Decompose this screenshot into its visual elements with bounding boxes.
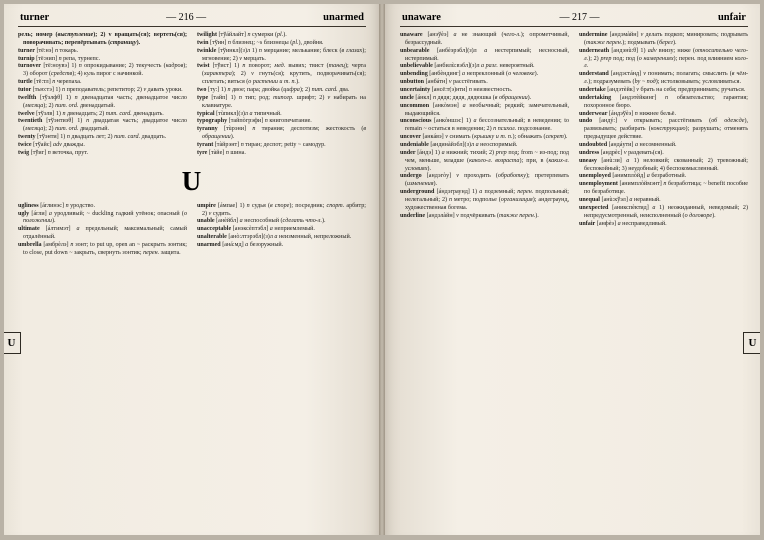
- dict-entry: unbutton [анбáтн] v расстёгивать.: [400, 79, 488, 86]
- dict-entry: underwear [áндэўèэ] n нижнее бельё.: [579, 110, 677, 117]
- dict-entry: unexpected [аникспèктид] a 1) неожиданный, неведомый; 2) непредусмотренный, неисполненный (о договоре).: [579, 204, 749, 219]
- dict-entry: tutor [тью:тэ] 1) n преподаватель; репетитор; 2) v давать уроки.: [18, 87, 183, 94]
- left-page-header: [18, 12, 366, 23]
- left-column-1: [18, 32, 187, 158]
- running-head-right: unarmed: [323, 12, 364, 23]
- dict-entry: twenty [тўэнти] 1) n двадцать лет; 2) num. card. двадцать.: [18, 134, 167, 141]
- dict-entry: unequal [анù:кўэл] a неравный.: [579, 197, 661, 204]
- dict-entry: unemployment [анимплòймэнт] n безработица; ~ benefit пособие по безработице.: [579, 181, 748, 196]
- dict-entry: turnover [тё:ноувэ] 1) n опрокидывание; 2) текучесть (кадров); 3) оборот (средств); 4) куль пирог с начинкой.: [18, 63, 187, 78]
- dict-entry: unemployed [анимплòйд] a безработный.: [579, 173, 687, 180]
- dict-entry: typography [тайпòгрэфи] n книгопечатание.: [197, 118, 312, 125]
- right-columns: [400, 32, 748, 228]
- dict-entry: understand [андэстáнд] v понимать; полагать; смыслить (в чём-л.); подразумевать (by ~ под); истолковывать; условливаться.: [579, 71, 749, 86]
- dict-entry: uncover [анкáвэ] v снимать (крышку и т. п.); обнажать (секрет).: [400, 134, 568, 141]
- dict-entry: twentieth [тўэнтиэθ] 1) n двадцатая часть; двадцатое число (месяца); 2) num. ord. двадцатый.: [18, 118, 187, 133]
- dict-entry: unbelievable [анбилù:вэбл](з)л a разг. невероятный.: [400, 63, 535, 70]
- dict-entry: under [áндэ] 1) a нижний; тихий; 2) prep под; from ~ из-под; под чем, меньше, младше (какого-л. возраста); при, в (каких-л. условиях).: [400, 149, 570, 172]
- page-edge-right: [760, 0, 764, 540]
- left-column-1b: [18, 203, 187, 258]
- dict-entry: twelve [тўэлв] 1) n двенадцать; 2) num. card. двенадцать.: [18, 110, 164, 117]
- dict-entry: underneath [андэнù:θ] 1) adv внизу; ниже (относительно чего-л.); 2) prep под; под (о намерениях); перен. под влиянием кого-л.: [579, 47, 749, 70]
- dict-entry: unaware [анэўèэ] a не знающий (чего-л.); опрометчивый, безрассудный.: [400, 32, 569, 46]
- dict-entry: uncommon [анкòмэн] a необычный; редкий; замечательный, выдающийся.: [400, 102, 569, 117]
- dict-entry: twinkle [тўинкл](з)л 1) n мерцание; мелькание; блеск (в глазах); мгновение; 2) v мерцать.: [197, 47, 366, 62]
- dict-entry: twig [тўиг] n веточка, прут.: [18, 149, 89, 156]
- right-page: [382, 0, 764, 540]
- dict-entry: undermine [андэмàйн] v делать подкоп; минировать; подрывать (также перен.); подмывать (берег).: [579, 32, 749, 46]
- dict-entry: undeniable [андинàйэбл](з)л a неоспоримый.: [400, 142, 518, 149]
- dict-entry: unacceptable [анэксèптэбл] a неприемлемый.: [197, 226, 315, 233]
- dict-entry: twilight [тўáйлайт] n сумерки (pl.).: [197, 32, 287, 38]
- page-number-left: — 216 —: [166, 12, 207, 23]
- page-edge-bottom: [0, 535, 764, 540]
- dict-entry: undress [андрèс] v раздевать(ся).: [579, 149, 664, 156]
- letter-divider: [18, 165, 366, 196]
- dict-entry: рель; номер (выступление); 2) v вращать(ся); вертеть(ся); поворачивать; перевёртывать (страницу).: [18, 32, 188, 46]
- dict-entry: turner [тё:нэ] n токарь.: [18, 47, 79, 54]
- right-column-2: [579, 32, 748, 228]
- dict-entry: unarmed [анá:мд] a безоружный.: [197, 242, 284, 249]
- left-columns: [18, 32, 366, 158]
- dict-entry: ugly [áгли] a уродливый; ~ duckling гадкий утёнок; опасный (о положении).: [18, 210, 187, 225]
- left-column-2: [197, 32, 366, 158]
- dict-entry: undoubted [андáути] a несомненный.: [579, 142, 677, 149]
- left-columns-b: [18, 203, 366, 258]
- dict-entry: undertaking [андэтèйкинг] n обязательство; гарантия; похоронное бюро.: [579, 94, 748, 109]
- dict-entry: unbending [анбèндинг] a непреклонный (о человеке).: [400, 71, 539, 78]
- dict-entry: ultimate [áлтимэт] a предельный; максимальный; самый отдалённый.: [18, 226, 188, 241]
- dict-entry: unbearable [анбèэрэбл](з)л a нестерпимый; несносный, истерпимый.: [400, 47, 569, 62]
- dict-entry: twist [тўист] 1) n поворот; мед. вывих; твист (танец); черта (характера); 2) v гнуть(ся); крутить, подворачивать(ся); сплетать; виться (о растении и т. п.).: [197, 63, 366, 86]
- dict-entry: two [ту:] 1) n двое; пара; двойка (цифра); 2) num. card. два.: [197, 87, 350, 94]
- dict-entry: unalterable [анò:лтэрэбл](з)л a неизменный, непреложный.: [197, 234, 352, 241]
- page-edge-top: [0, 0, 764, 4]
- dict-entry: underline [андэлàйн] v подчёркивать (также перен.).: [400, 212, 539, 219]
- dict-entry: twin [тўин] n близнец; ~s близнецы (pl.), двойня.: [197, 39, 324, 46]
- dict-entry: unconscious [анкòншэс] 1) a бессознательный; в неведении; to remain ~ остаться в неведении; 2) n психол. подсознание.: [400, 118, 569, 133]
- running-head-left: turner: [20, 12, 50, 23]
- page-number-right: — 217 —: [559, 12, 600, 23]
- running-head-left: unaware: [402, 12, 441, 23]
- dict-entry: unfair [анфèэ] a несправедливый.: [579, 220, 667, 227]
- dict-entry: uncle [áнкл] n дядя; дядя, дядюшка (в обращении).: [400, 94, 532, 101]
- dict-entry: undo [андý:] v открывать; расстёгивать (об одежде), развязывать; разбирать (конструкцию); разрушать; отменять предыдущее действие.: [579, 118, 749, 141]
- book-gutter: [379, 0, 385, 540]
- dict-entry: ugliness [áглинэс] n уродство.: [18, 202, 95, 209]
- running-head-right: unfair: [717, 12, 746, 23]
- dict-entry: uncertainty [ансё:т(э)нти] n неизвестность.: [400, 87, 513, 94]
- dict-entry: typical [тùпикл](з)л a типичный.: [197, 110, 282, 117]
- left-column-2b: [197, 203, 366, 258]
- dict-entry: turnip [тё:нип] n репа, турнепс.: [18, 55, 101, 62]
- dict-entry: type [тайп] 1) n тип; род; типогр. шрифт; 2) v набирать на клавиатуре.: [197, 94, 366, 109]
- dict-entry: uneasy [анù:зи] a 1) неловкий; скованный; 2) тревожный; беспокойный; 3) неудобный; 4) беспокомысленный.: [579, 157, 749, 172]
- dict-entry: undergo [андэгòу] v проходить (обработку); претерпевать (изменения).: [400, 173, 569, 188]
- dict-entry: unable [анèйбл] a неспособный (сделать что-л.).: [197, 218, 326, 225]
- dict-entry: tyrant [тàйрэнт] n тиран; деспот; petty ~ самодур.: [197, 142, 326, 149]
- thumb-index-left[interactable]: U: [2, 332, 21, 354]
- header-rule: [18, 26, 366, 27]
- header-rule: [400, 26, 748, 27]
- dict-entry: twelfth [тўэлфθ] 1) n двенадцатая часть; двенадцатое число (месяца); 2) num. ord. двенадцатый.: [18, 94, 187, 109]
- dict-entry: umpire [áмпае] 1) n судья (в споре); посредник; спорт. арбитр; 2) v судить.: [197, 202, 367, 217]
- dict-entry: underground [áндэграунд] 1) a подземный; перен. подпольный; нелегальный; 2) n метро; подполье (организация); андеграунд, художественная богема.: [400, 189, 570, 211]
- dict-entry: undertake [андэтèйк] v брать на себя; предпринимать; ручаться.: [579, 87, 746, 94]
- dict-entry: turtle [тё:тл] n черепаха.: [18, 79, 82, 86]
- right-column-1: [400, 32, 569, 228]
- dict-entry: umbrella [амбрèлэ] n зонт; to put up, open an ~ раскрыть зонтик; to close, put down ~ закрыть, свернуть зонтик; перен. защита.: [18, 242, 187, 256]
- page-edge-left: [0, 0, 4, 540]
- letter-heading: U: [181, 165, 203, 196]
- dict-entry: tyranny [тùрэни] n тирания; деспотизм; жестокость (в обращении).: [197, 126, 366, 141]
- thumb-index-right[interactable]: U: [743, 332, 762, 354]
- dict-entry: twice [тўайс] adv дважды.: [18, 142, 85, 149]
- dict-entry: tyre [тàйе] n шина.: [197, 149, 246, 156]
- right-page-header: [400, 12, 748, 23]
